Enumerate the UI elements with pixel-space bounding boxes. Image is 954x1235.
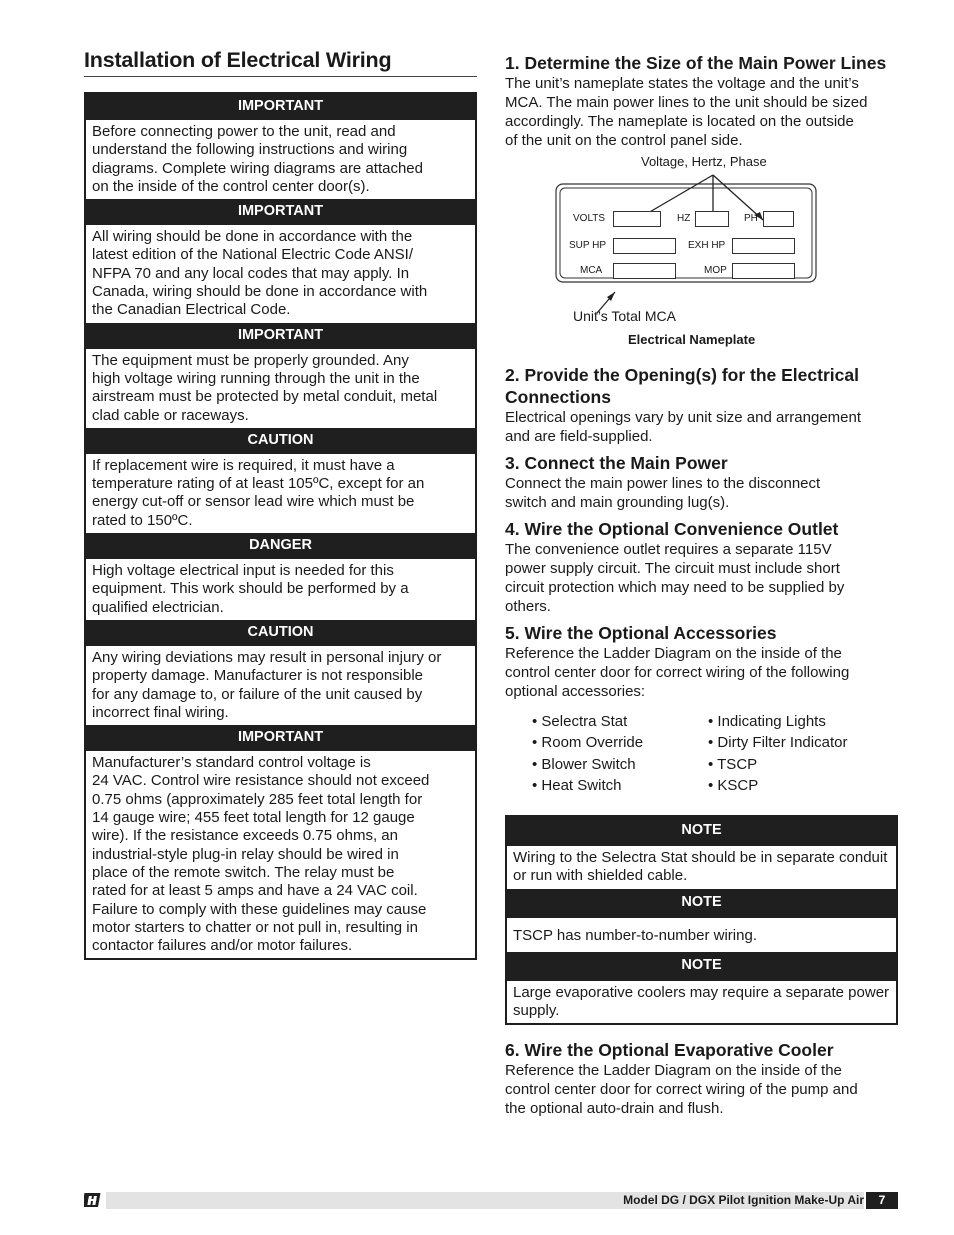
- field-mca: [613, 263, 676, 279]
- list-item: • Indicating Lights: [708, 713, 826, 730]
- notice-body: The equipment must be properly grounded. Any high voltage wiring running through the unit in the airstream must be protected by metal conduit, metal clad cable or raceways.: [92, 351, 438, 424]
- field-ph: [763, 211, 794, 227]
- notice-body: Before connecting power to the unit, read and understand the following instructions and wiring diagrams. Complete wiring diagrams are attached on the inside of the control center door(s).: [92, 123, 423, 195]
- step-1-text: The unit’s nameplate states the voltage and the unit’s MCA. The main power lines to the unit should be sized accordingly. The nameplate is located on the outside of the unit on the control panel side.: [505, 75, 868, 149]
- list-item: • Room Override: [532, 734, 644, 752]
- list-item: • KSCP: [708, 776, 759, 794]
- note-heading: NOTE: [507, 817, 896, 846]
- notice-body: Any wiring deviations may result in personal injury or property damage. Manufacturer is not responsible for any damage to, or failure of the unit caused by incorrect final wiring.: [92, 648, 442, 721]
- right-column: [505, 52, 898, 1118]
- step-6-title: 6. Wire the Optional Evaporative Cooler: [505, 1040, 834, 1061]
- field-mop: [732, 263, 795, 279]
- step-4-title: 4. Wire the Optional Convenience Outlet: [505, 519, 839, 539]
- list-item: • Heat Switch: [532, 776, 622, 794]
- note-stack: [505, 815, 898, 1025]
- list-item: • Selectra Stat: [532, 713, 628, 730]
- field-sup-hp: [613, 238, 676, 254]
- page-number: 7: [866, 1192, 898, 1209]
- step-4-text: The convenience outlet requires a separate 115V power supply circuit. The circuit must include short circuit protection which may need to be supplied by others.: [505, 541, 845, 615]
- accessories-list: [505, 711, 898, 797]
- note-body: TSCP has number-to-number wiring.: [513, 926, 757, 944]
- notice-heading: IMPORTANT: [86, 323, 475, 349]
- step-5-title: 5. Wire the Optional Accessories: [505, 623, 777, 643]
- accessories-column-1: [532, 711, 643, 796]
- step-2-title: 2. Provide the Opening(s) for the Electrical Connections: [505, 365, 859, 407]
- field-hz: [695, 211, 729, 227]
- note-heading: NOTE: [507, 889, 896, 918]
- field-volts: [613, 211, 661, 227]
- label-exh-hp: EXH HP: [688, 240, 726, 251]
- nameplate-caption: Electrical Nameplate: [628, 332, 756, 347]
- field-exh-hp: [732, 238, 795, 254]
- notice-body: Manufacturer’s standard control voltage is 24 VAC. Control wire resistance should not exceed 0.75 ohms (approximately 285 feet total length for 14 gauge wire; 455 feet total length for 12 gauge wire). If the resistance exceeds 0.75 ohms, an industrial-style plug-in relay should be wired in place of the remote switch. The relay must be rated for at least 5 amps and have a 24 VAC coil. Failure to comply with these guidelines may cause motor starters to chatter or not pull in, resulting in contactor failures and/or motor failures.: [92, 754, 430, 955]
- note-body: Wiring to the Selectra Stat should be in separate conduit or run with shielded cable.: [513, 849, 888, 885]
- notice-heading: IMPORTANT: [86, 94, 475, 120]
- electrical-nameplate-figure: [505, 154, 898, 363]
- step-3-title: 3. Connect the Main Power: [505, 453, 728, 473]
- company-logo-icon: [84, 1190, 104, 1210]
- label-mca: MCA: [580, 265, 603, 276]
- label-ph: PH: [744, 213, 758, 224]
- list-item: • Dirty Filter Indicator: [708, 734, 848, 752]
- notice-body: All wiring should be done in accordance with the latest edition of the National Electric Code ANSI/ NFPA 70 and any local codes that may apply. In Canada, wiring should be done in accordance with the Canadian Electrical Code.: [92, 228, 428, 319]
- notice-heading: IMPORTANT: [86, 725, 475, 751]
- list-item: • TSCP: [708, 755, 758, 773]
- left-column: [84, 48, 477, 960]
- step-5-text: Reference the Ladder Diagram on the inside of the control center door for correct wiring of the following optional accessories:: [505, 645, 850, 700]
- notice-heading: DANGER: [86, 533, 475, 559]
- note-body: Large evaporative coolers may require a separate power supply.: [513, 983, 890, 1020]
- label-volts: VOLTS: [573, 213, 606, 224]
- page-footer: [84, 1190, 898, 1210]
- footer-model-text: Model DG / DGX Pilot Ignition Make-Up Air: [623, 1193, 864, 1207]
- step-2-text: Electrical openings vary by unit size and arrangement and are field-supplied.: [505, 409, 862, 445]
- step-3-text: Connect the main power lines to the disconnect switch and main grounding lug(s).: [505, 475, 821, 511]
- label-mop: MOP: [704, 265, 727, 276]
- notice-stack: [84, 92, 477, 960]
- notice-body: If replacement wire is required, it must have a temperature rating of at least 105ºC, except for an energy cut-off or sensor lead wire which must be rated to 150ºC.: [92, 456, 425, 529]
- callout-voltage-hertz-phase: Voltage, Hertz, Phase: [641, 154, 767, 169]
- notice-heading: CAUTION: [86, 428, 475, 454]
- label-sup-hp: SUP HP: [569, 240, 607, 251]
- note-heading: NOTE: [507, 952, 896, 981]
- accessories-column-2: [708, 711, 847, 796]
- step-6-text: Reference the Ladder Diagram on the inside of the control center door for correct wiring of the pump and the optional auto-drain and flush.: [505, 1062, 858, 1118]
- label-hz: HZ: [677, 213, 691, 224]
- notice-heading: CAUTION: [86, 620, 475, 646]
- notice-body: High voltage electrical input is needed for this equipment. This work should be performed by a qualified electrician.: [92, 562, 409, 616]
- page-title: Installation of Electrical Wiring: [84, 48, 477, 77]
- step-1-title: 1. Determine the Size of the Main Power Lines: [505, 53, 887, 73]
- callout-unit-total-mca: Unit’s Total MCA: [573, 308, 676, 324]
- list-item: • Blower Switch: [532, 755, 636, 773]
- notice-heading: IMPORTANT: [86, 199, 475, 225]
